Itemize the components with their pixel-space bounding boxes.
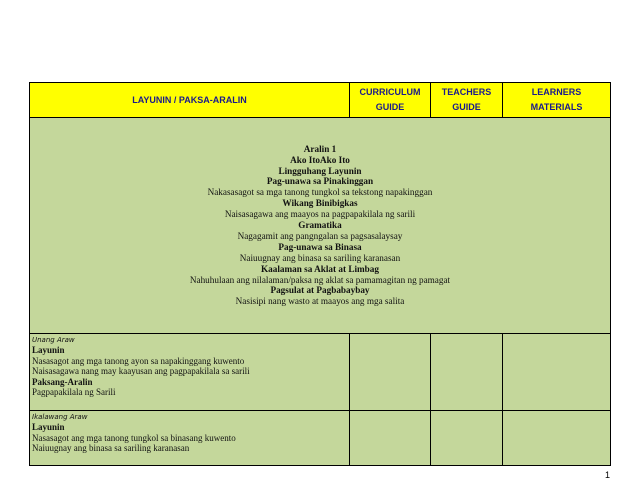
day2-objective: Naiuugnay ang binasa sa sariling karanasan: [32, 443, 190, 454]
summary-line: Ako ItoAko Ito: [290, 154, 350, 165]
day2-row: [30, 411, 611, 466]
summary-line: Nahuhulaan ang nilalaman/paksa ng aklat sa pamamagitan ng pamagat: [189, 274, 451, 285]
summary-line: Kaalaman sa Aklat at Limbag: [261, 263, 379, 274]
day1-paksa-heading: Paksang-Aralin: [32, 376, 93, 387]
header-curriculum-line1: CURRICULUM: [359, 87, 421, 97]
day2-layunin-heading: Layunin: [32, 422, 65, 432]
header-learners-materials: [503, 83, 611, 118]
header-learners-line2: MATERIALS: [530, 102, 583, 112]
summary-line: Aralin 1: [303, 143, 337, 154]
summary-line: Pag-unawa sa Pinakinggan: [266, 176, 374, 187]
header-curriculum-line2: GUIDE: [375, 102, 405, 112]
summary-line: Nagagamit ang pangngalan sa pagsasalaysay: [237, 230, 403, 241]
day2-cell: [30, 411, 350, 466]
summary-lines: [30, 144, 610, 308]
header-teachers-line2: GUIDE: [452, 102, 481, 112]
summary-line: Pagsulat at Pagbabaybay: [270, 285, 370, 296]
day1-curriculum-cell: [350, 334, 431, 411]
day1-layunin-heading: Layunin: [32, 345, 65, 355]
lesson-plan-table: [29, 82, 611, 466]
summary-line: Naiuugnay ang binasa sa sariling karanasan: [239, 252, 401, 263]
day1-label: Unang Araw: [32, 336, 75, 344]
day2-objective: Nasasagot ang mga tanong tungkol sa binasang kuwento: [32, 432, 236, 443]
header-teachers-line1: TEACHERS: [441, 87, 492, 97]
day2-teachers-cell: [431, 411, 503, 466]
summary-line: Nasisipi nang wasto at maayos ang mga salita: [235, 296, 405, 307]
day2-learners-cell: [503, 411, 611, 466]
page-number: 1: [605, 470, 611, 480]
summary-line: Wikang Binibigkas: [282, 198, 358, 209]
summary-line: Pag-unawa sa Binasa: [278, 241, 362, 252]
summary-line: Naisasagawa ang maayos na pagpapakilala ng sarili: [224, 209, 416, 220]
lesson-summary-cell: [30, 118, 611, 334]
day1-teachers-cell: [431, 334, 503, 411]
day1-objective: Nasasagot ang mga tanong ayon sa napakinggang kuwento: [32, 355, 245, 366]
day2-curriculum-cell: [350, 411, 431, 466]
header-row: [30, 83, 611, 118]
day2-label: Ikalawang Araw: [32, 413, 88, 421]
header-learners-line1: LEARNERS: [531, 87, 582, 97]
day1-objective: Naisasagawa nang may kaayusan ang pagpapakilala sa sarili: [32, 366, 250, 377]
header-layunin: LAYUNIN / PAKSA-ARALIN: [30, 83, 350, 118]
day1-row: [30, 334, 611, 411]
day1-topic: Pagpapakilala ng Sarili: [32, 387, 116, 398]
header-teachers-guide: [431, 83, 503, 118]
summary-row: [30, 118, 611, 334]
header-curriculum-guide: [350, 83, 431, 118]
day1-cell: [30, 334, 350, 411]
summary-line: Lingguhang Layunin: [278, 165, 362, 176]
summary-line: Nakasasagot sa mga tanong tungkol sa tekstong napakinggan: [207, 187, 433, 198]
day1-learners-cell: [503, 334, 611, 411]
summary-line: Gramatika: [298, 220, 342, 231]
